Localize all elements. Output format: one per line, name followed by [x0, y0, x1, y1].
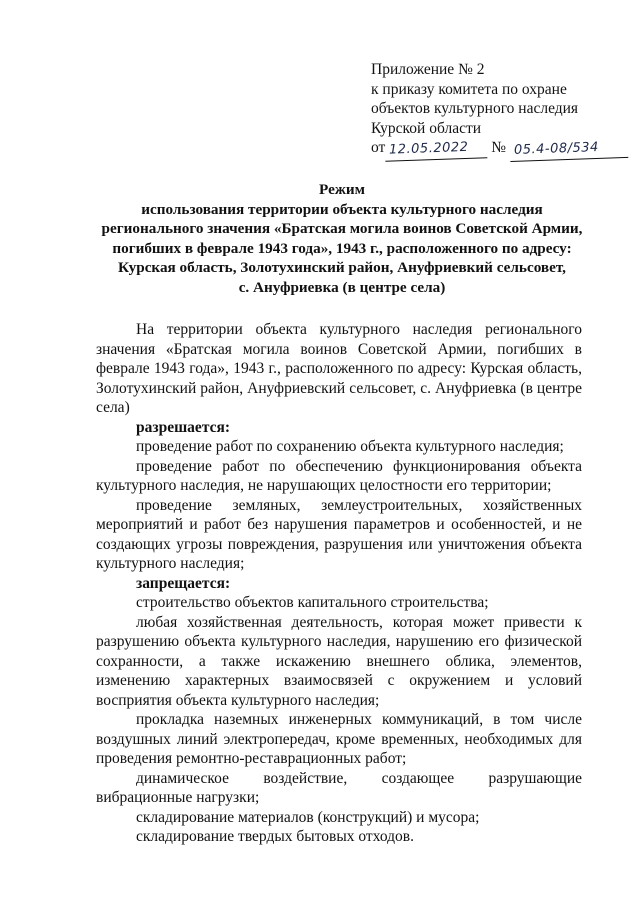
document-body [96, 320, 582, 847]
appendix-committee-line: объектов культурного наследия [371, 100, 579, 117]
appendix-header [371, 60, 633, 160]
appendix-region-line: Курской области [371, 119, 482, 137]
allowed-item: проведение работ по сохранению объекта культурного наследия; [136, 438, 564, 455]
appendix-order-line: к приказу комитета по охране [371, 80, 567, 98]
number-prefix: № [491, 139, 506, 156]
appendix-number: Приложение № 2 [371, 61, 485, 78]
forbidden-item: строительство объектов капитального строительства; [136, 594, 489, 611]
title-line: использования территории объекта культурного наследия [141, 200, 543, 218]
title-line: регионального значения «Братская могила воинов Советской Армии, [101, 220, 583, 237]
intro-paragraph: На территории объекта культурного наследия регионального значения «Братская могила воинов Советской Армии, погибших в феврале 1943 года», 1943 г., расположенного по адресу: Курская область, Золотухинский район, Ануфриевский сельсовет, с. Ануфриевка (в центре села) [96, 321, 582, 416]
date-prefix: от [371, 139, 386, 156]
allowed-item: проведение земляных, землеустроительных, хозяйственных мероприятий и работ без нарушения параметров и особенностей, и не создающих угрозы повреждения, разрушения или уничтожения объекта культурного наследия; [96, 496, 582, 572]
allowed-heading: разрешается: [136, 418, 231, 436]
title-line: погибших в феврале 1943 года», 1943 г., расположенного по адресу: [112, 239, 572, 257]
document-title [82, 180, 602, 297]
appendix-date-line [371, 138, 633, 160]
handwritten-order-number: 05.4-08/534 [510, 137, 629, 162]
forbidden-item: любая хозяйственная деятельность, которая может привести к разрушению объекта культурного наследия, нарушению его физической сохранности, а также искажению внешнего облика, элементов, изменению характерных взаимосвязей с окружением и условий восприятия объекта культурного наследия; [96, 613, 582, 709]
forbidden-item: динамическое воздействие, создающее разрушающие вибрационные нагрузки; [96, 769, 582, 806]
forbidden-item: прокладка наземных инженерных коммуникаций, в том числе воздушных линий электропередач, кроме временных, необходимых для проведения ремонтно-реставрационных работ; [96, 711, 582, 767]
forbidden-heading: запрещается: [136, 574, 231, 592]
forbidden-item: складирование материалов (конструкций) и мусора; [136, 808, 480, 826]
forbidden-item: складирование твердых бытовых отходов. [136, 828, 414, 845]
allowed-item: проведение работ по обеспечению функционирования объекта культурного наследия, не нарушающих целостности его территории; [96, 457, 582, 494]
title-line: с. Ануфриевка (в центре села) [238, 278, 446, 296]
title-line: Курская область, Золотухинский район, Ануфриевкий сельсовет, [118, 259, 566, 276]
title-line: Режим [319, 181, 365, 198]
handwritten-date: 12.05.2022 [385, 137, 488, 161]
